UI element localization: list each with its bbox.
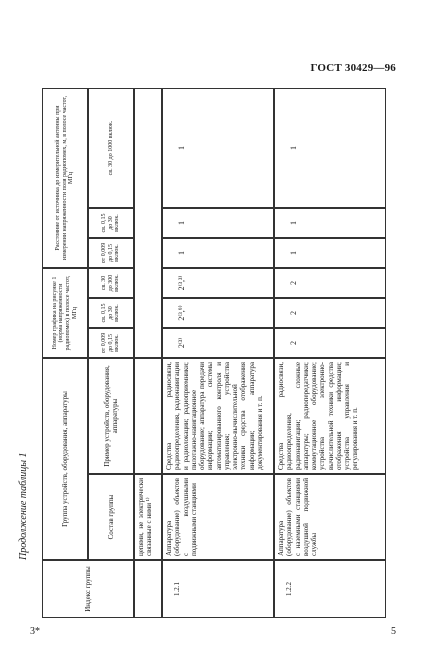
header-index: Индекс группы — [42, 560, 134, 618]
page-number: 5 — [391, 626, 396, 637]
continuation-example-cell — [134, 358, 162, 474]
row-index: 1.2.2 — [274, 560, 386, 618]
row-distance-band-1: 1 — [162, 238, 274, 268]
row-distance-band-2: 1 — [274, 208, 386, 238]
header-group: Группа устройств, оборудования, аппаратуры — [42, 358, 88, 560]
continuation-index-cell — [134, 560, 162, 618]
row-graph-band-3: 2⁽³,³⁾ — [162, 268, 274, 298]
continuation-label: Продолжение таблицы 1 — [18, 452, 29, 560]
header-distance: Расстояние от источника до измерительной антенны при измерении напряженности поля радиопомех, м, в полосе частот, МГц — [42, 88, 88, 268]
header-distance-band-3: св. 30 до 1000 вклюк. — [88, 88, 134, 208]
header-group-example: Пример устройств, оборудования, аппаратуры — [88, 358, 134, 474]
requirements-table — [42, 88, 386, 618]
row-distance-band-3: 1 — [162, 88, 274, 208]
row-example: Средства радиосвязи, радиоопределения, радионавигации; сложные аппаратуры; радиопередатчики; коммутационное оборудование; устройства электронно-вычислительной техники средства отображения информации; устройства управления и регулирования и т. п. — [274, 358, 386, 474]
header-graph-band-2: св. 0,15 до 30 вклюк. — [88, 298, 134, 328]
row-composition: Аппаратура (оборудование) объектов с воздушными подвижными станциями — [162, 474, 274, 560]
row-graph-band-1: 2 — [274, 328, 386, 358]
header-group-composition: Состав группы — [88, 474, 134, 560]
row-distance-band-3: 1 — [274, 88, 386, 208]
row-graph-band-2: 2 — [274, 298, 386, 328]
header-graph-band-1: от 0,009 до 0,15 вклюк. — [88, 328, 134, 358]
row-index: 1.2.1 — [162, 560, 274, 618]
row-graph-band-3: 2 — [274, 268, 386, 298]
page-marker: 3* — [30, 626, 40, 637]
header-graph-band-3: св. 30 до 300 вклюк. — [88, 268, 134, 298]
row-graph-band-2: 2⁽³,⁹⁾ — [162, 298, 274, 328]
row-example: Средства радиосвязи, радиоопределения, радионавигации и радиолокации; радиоприемники; пилотажно-навигационное оборудование; аппаратура передачи информации; системы автоматизированного контроля и управления; устройства электронно-вычислительной техники средства отображения информации; аппаратура документирования и т. п. — [162, 358, 274, 474]
row-distance-band-1: 1 — [274, 238, 386, 268]
header-graph: Номер графика на рисунке 1 (норма напряженности радиопомех) в полосе частот, МГц — [42, 268, 88, 358]
row-graph-band-1: 2⁽³⁾ — [162, 328, 274, 358]
header-distance-band-1: от 0,009 до 0,15 вклюк. — [88, 238, 134, 268]
continuation-composition-cell: цепями, не электрически связанные с ними ¹⁾ — [134, 474, 162, 560]
row-composition: Аппаратура (оборудование) объектов с наземными станциями воздушной подвижной службы — [274, 474, 386, 560]
header-distance-band-2: св. 0,15 до 30 вклюк. — [88, 208, 134, 238]
table-wrapper — [42, 88, 386, 618]
row-distance-band-2: 1 — [162, 208, 274, 238]
continuation-values-cell — [134, 88, 162, 358]
standard-code: ГОСТ 30429—96 — [310, 62, 396, 74]
